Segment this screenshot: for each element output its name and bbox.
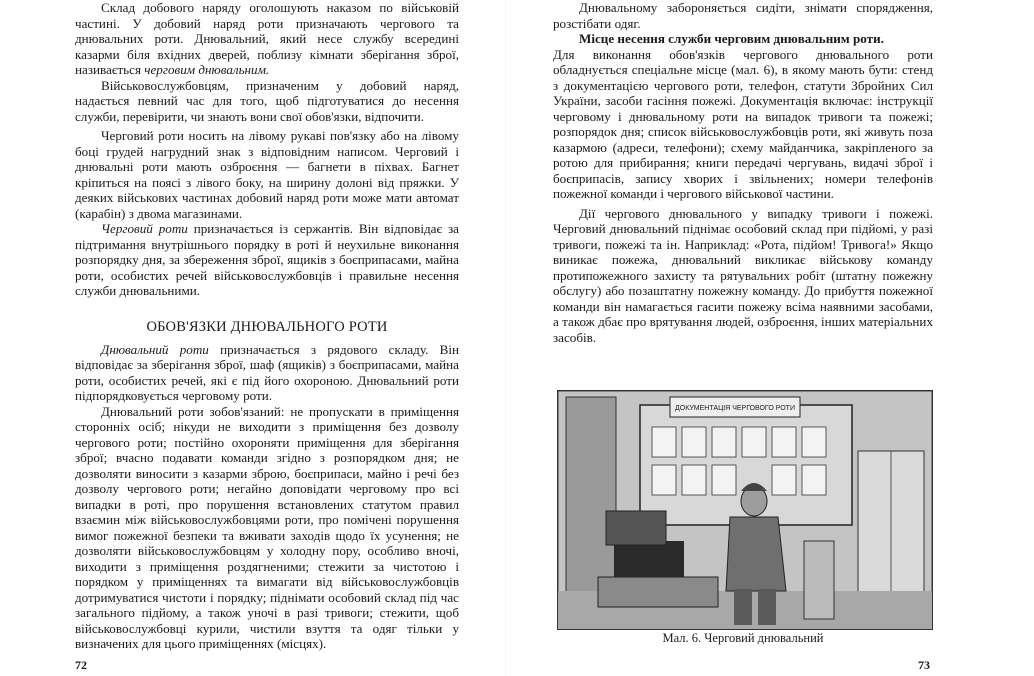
illustration-drawing	[558, 391, 932, 629]
paragraph: Днювальний роти зобов'язаний: не пропускати в приміщення сторонніх осіб; нікуди не виходити з приміщення без дозволу чергового роти; постійно охороняти приміщення для зберігання зброї; вчасно подавати команди згідно з розпорядком дня; не дозволяти виносити з казарми зброю, боєприпаси, майно і речі без дозволу чергового роти; негайно доповідати черговому про всі випадки в роті, про порушення встановлених статутом правил взаємин між військовослужбовцями роти, про помічені порушення вимог пожежної безпеки та вживати заходів щодо їх усунення; не дозволяти військовослужбовцям у холодну пору, особливо вночі, виходити з приміщення роздягненими; стежити за чистотою і порядком у приміщеннях та вимагати від військовослужбовців дотримуватися чистоти і порядку; піднімати особовий склад під час загального підйому, а також уночі в разі тривоги; стежити, щоб військовослужбовці курили, чистили взуття та одяг тільки у визначених для цього приміщеннях (місцях).	[75, 403, 459, 651]
paragraph: Військовослужбовцям, призначеним у добовий наряд, надається певний час для того, щоб підготуватися до несення служби, перевірити, чи знають вони свої обов'язки, відпочити.	[75, 77, 459, 124]
paragraph: Черговий роти носить на лівому рукаві пов'язку або на лівому боці грудей нагрудний знак з відповідним написом. Черговий і днювальні роти мають озброєння — багнети в піхвах. Багнет кріпиться на поясі з лівого боку, на ширину долоні від пряжки. У деяких військових частинах добовий наряд роти може мати автомат (карабін) з двома магазинами.	[75, 128, 459, 221]
paragraph: Днювальному забороняється сидіти, знімати спорядження, розстібати одяг.	[553, 0, 933, 31]
term-italic: Днювальний роти	[101, 341, 209, 357]
page-gutter	[505, 0, 506, 676]
section-heading: ОБОВ'ЯЗКИ ДНЮВАЛЬНОГО РОТИ	[146, 318, 388, 335]
paragraph: Для виконання обов'язків чергового днювального роти обладнується спеціальне місце (мал. 6), в якому мають бути: стенд з документацією чергового роти, телефон, статути Збройних Сил України, засоби гасіння пожежі. Документація включає: інструкції черговому і днювальному роти на випадок тривоги та пожежі; розпорядок дня; список військовослужбовців роти, які живуть поза казармою (адреси, телефони); схему майданчика, закріпленого за ротою для прибирання; книги передачі чергувань, видачі зброї і боєприпасів, запису хворих і звільнених; номери телефонів пожежної команди і чергового військової частини.	[553, 46, 933, 201]
paragraph-text: призначається з рядового складу. Він відповідає за зберігання зброї, шаф (ящиків) з боєприпасами, майна роти, особистих речей, які є під його охороною. Днювальний роти підпорядковується черговому роти.	[75, 341, 459, 403]
term-italic: черговим днювальним.	[144, 62, 270, 77]
left-page	[75, 0, 459, 676]
term-italic: Черговий роти	[101, 221, 188, 236]
duty-post-illustration	[557, 390, 933, 630]
page-number: 72	[75, 658, 87, 672]
page-number: 73	[918, 658, 930, 672]
paragraph	[75, 0, 459, 78]
paragraph-text: призначається із сержантів. Він відповідає за підтримання внутрішнього порядку в роті й неухильне виконання розпорядку дня, за збереження зброї, ящиків з боєприпасами, майна роти, особистих речей військовослужбовців і правильне несення служби днювальними.	[75, 221, 459, 298]
paragraph: Дії чергового днювального у випадку тривоги і пожежі. Черговий днювальний піднімає особовий склад при підйомі, у разі тривоги, пожежі та ін. Наприклад: «Рота, підйом! Тривога!» Якщо виникає пожежа, днювальний викликає військову команду протипожежного захисту та рятувальних робіт (штатну пожежну обслугу) або позаштатну пожежну команду. До прибуття пожежної команди він намагається гасити пожежу всіма наявними засобами, а також дбає про врятування людей, озброєння, інших матеріальних засобів.	[553, 205, 933, 345]
paragraph-text: Склад добового наряду оголошують наказом по військовій частині. У добовий наряд роти призначають чергового та днювальних роти. Днювальний, який несе службу всередині казарми біля вхідних дверей, поблизу кімнати зберігання зброї, називається	[75, 0, 459, 77]
paragraph	[75, 342, 459, 404]
subsection-heading: Місце несення служби черговим днювальним роти.	[579, 31, 884, 46]
paragraph	[75, 221, 459, 299]
board-header-text: ДОКУМЕНТАЦІЯ ЧЕРГОВОГО РОТИ	[675, 405, 795, 412]
figure-caption: Мал. 6. Черговий днювальний	[662, 631, 824, 645]
